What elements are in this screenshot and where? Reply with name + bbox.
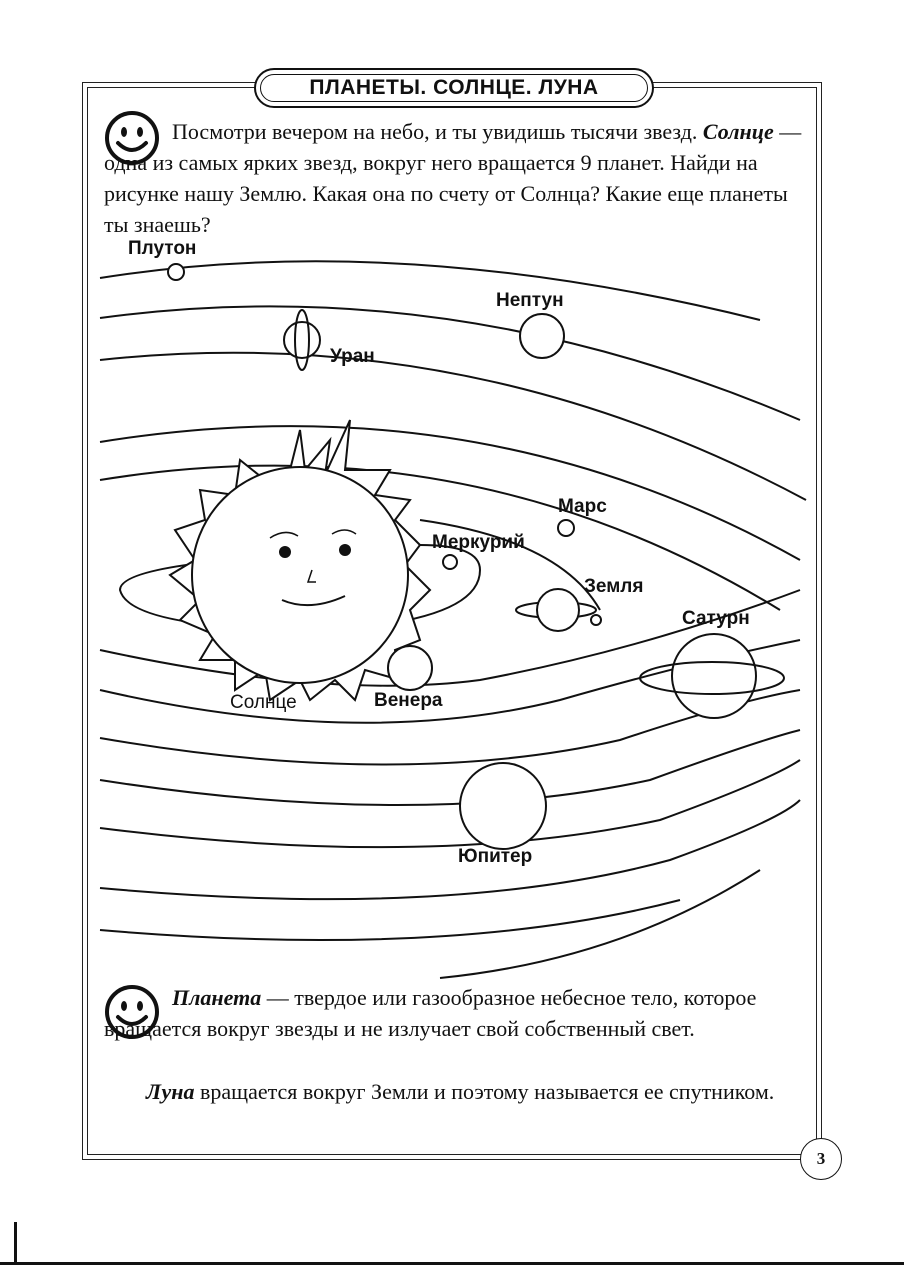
- earth-label: Земля: [584, 576, 644, 597]
- orbit-line: [440, 870, 760, 978]
- sun-term: Солнце: [702, 119, 774, 144]
- orbit-line: [100, 306, 800, 420]
- orbit-line: [100, 900, 680, 940]
- planet-term: Планета: [172, 985, 262, 1010]
- mercury-label: Меркурий: [432, 532, 525, 553]
- moon-term: Луна: [146, 1079, 195, 1104]
- orbit-line: [100, 353, 806, 500]
- jupiter-label: Юпитер: [458, 846, 533, 867]
- uranus-label: Уран: [330, 346, 375, 367]
- planet-definition: — твердое или газообразное небесное тело, которое вращается вокруг звезды и не излучает свой собственный свет.: [104, 985, 757, 1041]
- page-number: 3: [800, 1138, 842, 1180]
- saturn-label: Сатурн: [682, 608, 750, 629]
- intro-text-start: Посмотри вечером на небо, и ты увидишь тысячи звезд.: [172, 119, 698, 144]
- moon-definition: вращается вокруг Земли и поэтому называется ее спутником.: [194, 1079, 775, 1104]
- neptune-label: Нептун: [496, 290, 564, 311]
- pluto-label: Плутон: [128, 238, 197, 259]
- venus-planet: [388, 646, 432, 690]
- mars-label: Марс: [558, 496, 607, 517]
- venus-label: Венера: [374, 690, 443, 711]
- orbit-line: [100, 261, 760, 320]
- pluto-planet: [168, 264, 184, 280]
- page-title: ПЛАНЕТЫ. СОЛНЦЕ. ЛУНА: [309, 76, 599, 99]
- moon-paragraph: [104, 1076, 808, 1107]
- orbit-line: [100, 730, 800, 805]
- neptune-planet: [520, 314, 564, 358]
- saturn-planet: [640, 634, 784, 718]
- scan-left-mark: [14, 1222, 17, 1262]
- intro-text-rest: — одна из самых ярких звезд, вокруг него вращается 9 планет. Найди на рисунке нашу Землю. Какая она по счету от Солнца? Какие еще планеты ты знаешь?: [104, 119, 802, 237]
- mercury-planet: [443, 555, 457, 569]
- definition-paragraph: [104, 982, 808, 1044]
- uranus-planet: [284, 310, 320, 370]
- sun-label: Солнце: [230, 692, 297, 713]
- orbit-line: [100, 800, 800, 899]
- jupiter-planet: [460, 763, 546, 849]
- scan-bottom-line: [0, 1262, 904, 1265]
- mars-planet: [558, 520, 574, 536]
